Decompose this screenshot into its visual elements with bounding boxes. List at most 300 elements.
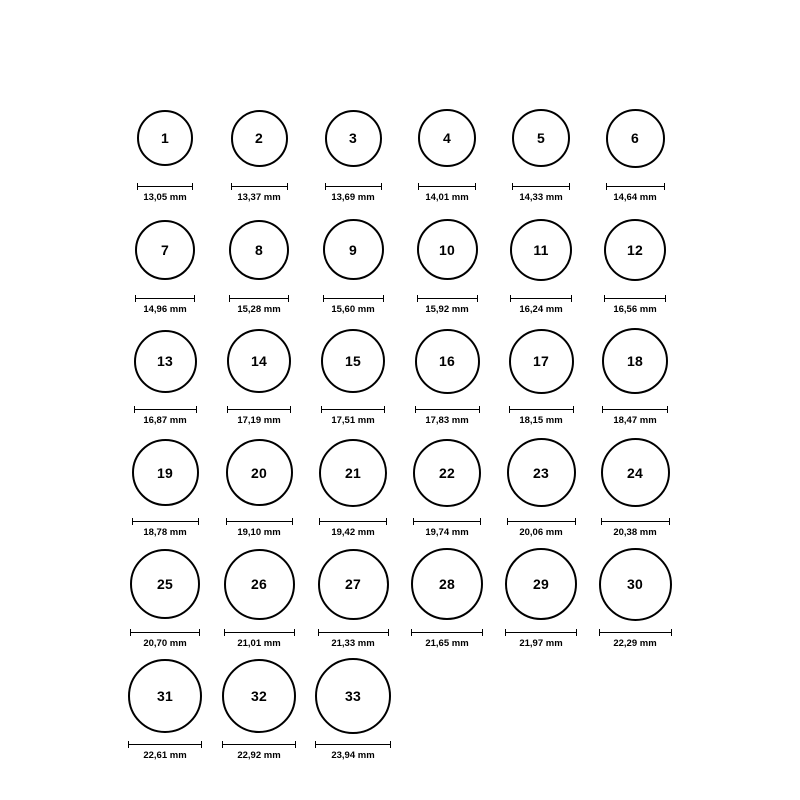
dimension-tick-left-icon — [137, 183, 138, 190]
ring-circle-icon — [224, 549, 295, 620]
dimension-tick-right-icon — [576, 629, 577, 636]
diameter-dimension — [601, 518, 670, 538]
ring-size-item — [306, 430, 400, 538]
dimension-tick-left-icon — [505, 629, 506, 636]
ring-circle-wrapper — [227, 318, 291, 404]
ring-circle-wrapper — [128, 653, 202, 739]
dimension-tick-right-icon — [569, 183, 570, 190]
dimension-tick-left-icon — [323, 295, 324, 302]
ring-size-number: 9 — [349, 241, 357, 258]
dimension-tick-right-icon — [288, 295, 289, 302]
dimension-line-icon — [134, 406, 197, 413]
ring-circle-wrapper — [134, 318, 197, 404]
dimension-tick-right-icon — [192, 183, 193, 190]
ring-size-number: 6 — [631, 130, 639, 146]
size-row — [0, 541, 800, 649]
ring-size-item — [212, 95, 306, 203]
diameter-dimension — [134, 406, 197, 426]
ring-size-number: 22 — [439, 464, 455, 481]
diameter-label: 13,37 mm — [237, 192, 281, 203]
ring-size-number: 26 — [251, 576, 267, 592]
dimension-line-icon — [510, 295, 572, 302]
dimension-line-icon — [226, 518, 293, 525]
ring-circle-icon — [135, 220, 195, 280]
ring-size-item — [212, 430, 306, 538]
ring-circle-icon — [510, 219, 572, 281]
ring-circle-icon — [507, 438, 576, 507]
diameter-label: 17,19 mm — [237, 415, 281, 426]
diameter-label: 16,87 mm — [143, 415, 187, 426]
dimension-tick-left-icon — [599, 629, 600, 636]
ring-size-number: 27 — [345, 576, 361, 592]
ring-circle-wrapper — [604, 207, 666, 293]
dimension-tick-left-icon — [602, 406, 603, 413]
diameter-dimension — [222, 741, 296, 761]
dimension-tick-right-icon — [199, 629, 200, 636]
dimension-tick-right-icon — [667, 406, 668, 413]
diameter-dimension — [315, 741, 391, 761]
ring-circle-wrapper — [411, 541, 483, 627]
dimension-tick-right-icon — [480, 518, 481, 525]
ring-size-item — [306, 95, 400, 203]
diameter-label: 14,33 mm — [519, 192, 563, 203]
ring-size-number: 10 — [439, 241, 455, 258]
ring-circle-wrapper — [130, 541, 200, 627]
ring-circle-icon — [226, 439, 293, 506]
dimension-tick-left-icon — [229, 295, 230, 302]
dimension-tick-left-icon — [130, 629, 131, 636]
ring-size-item — [212, 207, 306, 315]
size-row — [0, 653, 800, 761]
dimension-tick-left-icon — [128, 741, 129, 748]
ring-circle-icon — [227, 329, 291, 393]
diameter-dimension — [231, 183, 288, 203]
diameter-dimension — [510, 295, 572, 315]
dimension-tick-left-icon — [601, 518, 602, 525]
diameter-dimension — [227, 406, 291, 426]
dimension-tick-right-icon — [390, 741, 391, 748]
dimension-tick-left-icon — [318, 629, 319, 636]
ring-size-number: 3 — [349, 130, 357, 146]
ring-size-item — [118, 541, 212, 649]
dimension-line-icon — [321, 406, 385, 413]
ring-circle-icon — [418, 109, 476, 167]
ring-size-number: 4 — [443, 130, 451, 146]
diameter-label: 20,38 mm — [613, 526, 657, 538]
diameter-dimension — [505, 629, 577, 649]
dimension-line-icon — [130, 629, 200, 636]
ring-circle-wrapper — [226, 430, 293, 516]
dimension-tick-left-icon — [604, 295, 605, 302]
ring-circle-wrapper — [512, 95, 570, 181]
dimension-tick-right-icon — [477, 295, 478, 302]
dimension-line-icon — [132, 518, 199, 525]
diameter-label: 15,92 mm — [425, 303, 469, 315]
ring-circle-icon — [512, 109, 570, 167]
ring-circle-icon — [411, 548, 483, 620]
diameter-dimension — [599, 629, 672, 649]
dimension-tick-right-icon — [664, 183, 665, 190]
ring-circle-icon — [130, 549, 200, 619]
dimension-tick-right-icon — [383, 295, 384, 302]
ring-size-number: 24 — [627, 464, 643, 481]
ring-size-number: 11 — [533, 241, 549, 258]
ring-size-number: 23 — [533, 464, 549, 481]
ring-circle-icon — [319, 439, 387, 507]
ring-circle-icon — [321, 329, 385, 393]
diameter-label: 15,28 mm — [237, 303, 281, 315]
dimension-tick-right-icon — [381, 183, 382, 190]
ring-circle-icon — [229, 220, 289, 280]
ring-size-item — [306, 207, 400, 315]
diameter-label: 22,61 mm — [143, 749, 187, 761]
ring-size-item — [400, 541, 494, 649]
dimension-tick-right-icon — [575, 518, 576, 525]
ring-size-number: 33 — [345, 687, 361, 704]
diameter-dimension — [130, 629, 200, 649]
diameter-dimension — [226, 518, 293, 538]
ring-circle-icon — [606, 109, 665, 168]
diameter-label: 21,01 mm — [237, 638, 281, 649]
ring-size-number: 7 — [161, 241, 169, 258]
diameter-label: 14,01 mm — [425, 192, 469, 203]
ring-size-number: 30 — [627, 576, 643, 592]
ring-circle-wrapper — [505, 541, 577, 627]
diameter-label: 18,15 mm — [519, 415, 563, 426]
ring-size-number: 31 — [157, 687, 173, 704]
dimension-line-icon — [512, 183, 570, 190]
dimension-tick-left-icon — [413, 518, 414, 525]
ring-circle-icon — [505, 548, 577, 620]
ring-size-item — [400, 318, 494, 426]
ring-size-number: 5 — [537, 130, 545, 146]
dimension-line-icon — [601, 518, 670, 525]
diameter-dimension — [604, 295, 666, 315]
ring-size-number: 20 — [251, 464, 267, 481]
diameter-label: 19,10 mm — [237, 526, 281, 538]
ring-size-item — [118, 653, 212, 761]
diameter-label: 17,51 mm — [331, 415, 375, 426]
ring-size-number: 2 — [255, 130, 263, 146]
diameter-dimension — [411, 629, 483, 649]
ring-size-item — [588, 207, 682, 315]
dimension-line-icon — [128, 741, 202, 748]
diameter-dimension — [413, 518, 481, 538]
ring-circle-icon — [318, 549, 389, 620]
ring-size-number: 18 — [627, 353, 643, 369]
ring-circle-icon — [417, 219, 478, 280]
ring-size-item — [588, 318, 682, 426]
ring-circle-icon — [601, 438, 670, 507]
ring-size-item — [588, 541, 682, 649]
dimension-tick-right-icon — [482, 629, 483, 636]
dimension-line-icon — [417, 295, 478, 302]
dimension-tick-left-icon — [227, 406, 228, 413]
ring-circle-wrapper — [321, 318, 385, 404]
diameter-dimension — [325, 183, 382, 203]
ring-circle-wrapper — [413, 430, 481, 516]
dimension-tick-left-icon — [418, 183, 419, 190]
ring-circle-wrapper — [602, 318, 668, 404]
dimension-tick-left-icon — [226, 518, 227, 525]
ring-circle-icon — [132, 439, 199, 506]
ring-circle-wrapper — [510, 207, 572, 293]
ring-size-item — [588, 430, 682, 538]
dimension-tick-left-icon — [321, 406, 322, 413]
dimension-line-icon — [418, 183, 476, 190]
dimension-line-icon — [224, 629, 295, 636]
diameter-dimension — [512, 183, 570, 203]
ring-circle-wrapper — [599, 541, 672, 627]
ring-size-number: 21 — [345, 464, 361, 481]
diameter-dimension — [606, 183, 665, 203]
diameter-dimension — [128, 741, 202, 761]
dimension-tick-right-icon — [479, 406, 480, 413]
ring-size-item — [400, 95, 494, 203]
diameter-dimension — [602, 406, 668, 426]
dimension-line-icon — [325, 183, 382, 190]
dimension-tick-right-icon — [384, 406, 385, 413]
diameter-label: 14,64 mm — [613, 192, 657, 203]
dimension-tick-right-icon — [196, 406, 197, 413]
ring-size-number: 16 — [439, 353, 455, 369]
ring-circle-wrapper — [417, 207, 478, 293]
ring-size-number: 19 — [157, 464, 173, 481]
diameter-label: 18,78 mm — [143, 526, 187, 538]
diameter-dimension — [321, 406, 385, 426]
ring-circle-icon — [134, 330, 197, 393]
dimension-tick-left-icon — [510, 295, 511, 302]
ring-circle-icon — [222, 659, 296, 733]
ring-circle-icon — [128, 659, 202, 733]
diameter-label: 13,05 mm — [143, 192, 187, 203]
ring-size-number: 1 — [161, 130, 169, 146]
dimension-tick-right-icon — [665, 295, 666, 302]
diameter-dimension — [415, 406, 480, 426]
dimension-tick-left-icon — [315, 741, 316, 748]
diameter-label: 13,69 mm — [331, 192, 375, 203]
size-row — [0, 318, 800, 426]
diameter-label: 20,06 mm — [519, 526, 563, 538]
dimension-line-icon — [599, 629, 672, 636]
ring-size-item — [212, 541, 306, 649]
dimension-tick-right-icon — [198, 518, 199, 525]
diameter-dimension — [135, 295, 195, 315]
ring-circle-wrapper — [224, 541, 295, 627]
dimension-line-icon — [505, 629, 577, 636]
dimension-tick-left-icon — [224, 629, 225, 636]
ring-circle-wrapper — [325, 95, 382, 181]
ring-size-number: 28 — [439, 576, 455, 592]
dimension-line-icon — [135, 295, 195, 302]
dimension-tick-right-icon — [386, 518, 387, 525]
ring-size-number: 25 — [157, 576, 173, 592]
dimension-line-icon — [231, 183, 288, 190]
dimension-tick-left-icon — [325, 183, 326, 190]
dimension-line-icon — [604, 295, 666, 302]
dimension-tick-left-icon — [222, 741, 223, 748]
ring-size-item — [306, 318, 400, 426]
ring-circle-wrapper — [507, 430, 576, 516]
diameter-dimension — [418, 183, 476, 203]
diameter-label: 17,83 mm — [425, 415, 469, 426]
size-row — [0, 207, 800, 315]
ring-size-item — [118, 95, 212, 203]
ring-size-number: 14 — [251, 353, 267, 369]
ring-circle-wrapper — [415, 318, 480, 404]
ring-size-item — [118, 318, 212, 426]
ring-circle-wrapper — [601, 430, 670, 516]
dimension-line-icon — [229, 295, 289, 302]
diameter-dimension — [507, 518, 576, 538]
ring-circle-wrapper — [418, 95, 476, 181]
diameter-dimension — [132, 518, 199, 538]
dimension-tick-left-icon — [134, 406, 135, 413]
ring-circle-wrapper — [319, 430, 387, 516]
ring-size-number: 8 — [255, 241, 263, 258]
dimension-tick-left-icon — [417, 295, 418, 302]
diameter-label: 14,96 mm — [143, 303, 187, 315]
ring-size-number: 15 — [345, 353, 361, 369]
ring-size-number: 32 — [251, 687, 267, 704]
ring-circle-wrapper — [135, 207, 195, 293]
ring-circle-wrapper — [222, 653, 296, 739]
ring-circle-wrapper — [229, 207, 289, 293]
diameter-dimension — [318, 629, 389, 649]
diameter-dimension — [224, 629, 295, 649]
ring-size-item — [306, 541, 400, 649]
dimension-tick-left-icon — [512, 183, 513, 190]
diameter-label: 18,47 mm — [613, 415, 657, 426]
dimension-tick-right-icon — [475, 183, 476, 190]
ring-circle-wrapper — [132, 430, 199, 516]
dimension-tick-left-icon — [132, 518, 133, 525]
dimension-tick-left-icon — [415, 406, 416, 413]
size-row — [0, 430, 800, 538]
ring-size-item — [306, 653, 400, 761]
dimension-tick-left-icon — [411, 629, 412, 636]
diameter-dimension — [137, 183, 193, 203]
dimension-line-icon — [222, 741, 296, 748]
dimension-tick-left-icon — [319, 518, 320, 525]
ring-size-number: 17 — [533, 353, 549, 369]
diameter-label: 22,29 mm — [613, 638, 657, 649]
diameter-label: 21,33 mm — [331, 638, 375, 649]
ring-size-item — [118, 430, 212, 538]
dimension-line-icon — [315, 741, 391, 748]
dimension-line-icon — [319, 518, 387, 525]
ring-circle-icon — [604, 219, 666, 281]
ring-circle-wrapper — [231, 95, 288, 181]
dimension-tick-left-icon — [606, 183, 607, 190]
ring-circle-icon — [231, 110, 288, 167]
dimension-tick-right-icon — [573, 406, 574, 413]
dimension-line-icon — [318, 629, 389, 636]
ring-size-item — [400, 207, 494, 315]
diameter-dimension — [319, 518, 387, 538]
diameter-label: 15,60 mm — [331, 303, 375, 315]
size-row — [0, 95, 800, 203]
dimension-line-icon — [323, 295, 384, 302]
diameter-label: 23,94 mm — [331, 749, 375, 761]
ring-size-item — [118, 207, 212, 315]
dimension-tick-right-icon — [671, 629, 672, 636]
dimension-line-icon — [227, 406, 291, 413]
diameter-label: 20,70 mm — [143, 638, 187, 649]
dimension-tick-right-icon — [194, 295, 195, 302]
dimension-tick-left-icon — [509, 406, 510, 413]
dimension-line-icon — [411, 629, 483, 636]
ring-circle-wrapper — [509, 318, 574, 404]
diameter-label: 19,74 mm — [425, 526, 469, 538]
dimension-tick-right-icon — [287, 183, 288, 190]
ring-size-item — [212, 653, 306, 761]
ring-size-item — [494, 95, 588, 203]
dimension-line-icon — [509, 406, 574, 413]
diameter-label: 21,97 mm — [519, 638, 563, 649]
dimension-tick-right-icon — [201, 741, 202, 748]
dimension-tick-left-icon — [135, 295, 136, 302]
ring-size-item — [400, 430, 494, 538]
ring-circle-icon — [325, 110, 382, 167]
ring-circle-wrapper — [318, 541, 389, 627]
dimension-tick-right-icon — [388, 629, 389, 636]
diameter-dimension — [417, 295, 478, 315]
dimension-tick-right-icon — [294, 629, 295, 636]
ring-size-item — [494, 541, 588, 649]
dimension-tick-right-icon — [571, 295, 572, 302]
dimension-tick-right-icon — [290, 406, 291, 413]
dimension-line-icon — [415, 406, 480, 413]
ring-circle-icon — [413, 439, 481, 507]
ring-circle-icon — [315, 658, 391, 734]
ring-size-item — [212, 318, 306, 426]
dimension-line-icon — [413, 518, 481, 525]
ring-size-item — [494, 430, 588, 538]
dimension-line-icon — [606, 183, 665, 190]
dimension-line-icon — [507, 518, 576, 525]
diameter-dimension — [229, 295, 289, 315]
diameter-label: 16,56 mm — [613, 303, 657, 315]
ring-circle-wrapper — [606, 95, 665, 181]
diameter-dimension — [509, 406, 574, 426]
ring-circle-icon — [599, 548, 672, 621]
ring-size-item — [494, 318, 588, 426]
diameter-label: 19,42 mm — [331, 526, 375, 538]
ring-circle-icon — [602, 328, 668, 394]
dimension-tick-left-icon — [507, 518, 508, 525]
ring-circle-wrapper — [315, 653, 391, 739]
dimension-tick-left-icon — [231, 183, 232, 190]
diameter-dimension — [323, 295, 384, 315]
diameter-label: 21,65 mm — [425, 638, 469, 649]
ring-size-number: 29 — [533, 576, 549, 592]
ring-size-number: 13 — [157, 353, 173, 369]
ring-circle-icon — [137, 110, 193, 166]
ring-circle-wrapper — [323, 207, 384, 293]
ring-circle-wrapper — [137, 95, 193, 181]
dimension-tick-right-icon — [669, 518, 670, 525]
dimension-line-icon — [602, 406, 668, 413]
ring-size-number: 12 — [627, 241, 643, 258]
ring-circle-icon — [509, 329, 574, 394]
diameter-label: 22,92 mm — [237, 749, 281, 761]
dimension-tick-right-icon — [292, 518, 293, 525]
ring-circle-icon — [323, 219, 384, 280]
dimension-line-icon — [137, 183, 193, 190]
ring-circle-icon — [415, 329, 480, 394]
dimension-tick-right-icon — [295, 741, 296, 748]
